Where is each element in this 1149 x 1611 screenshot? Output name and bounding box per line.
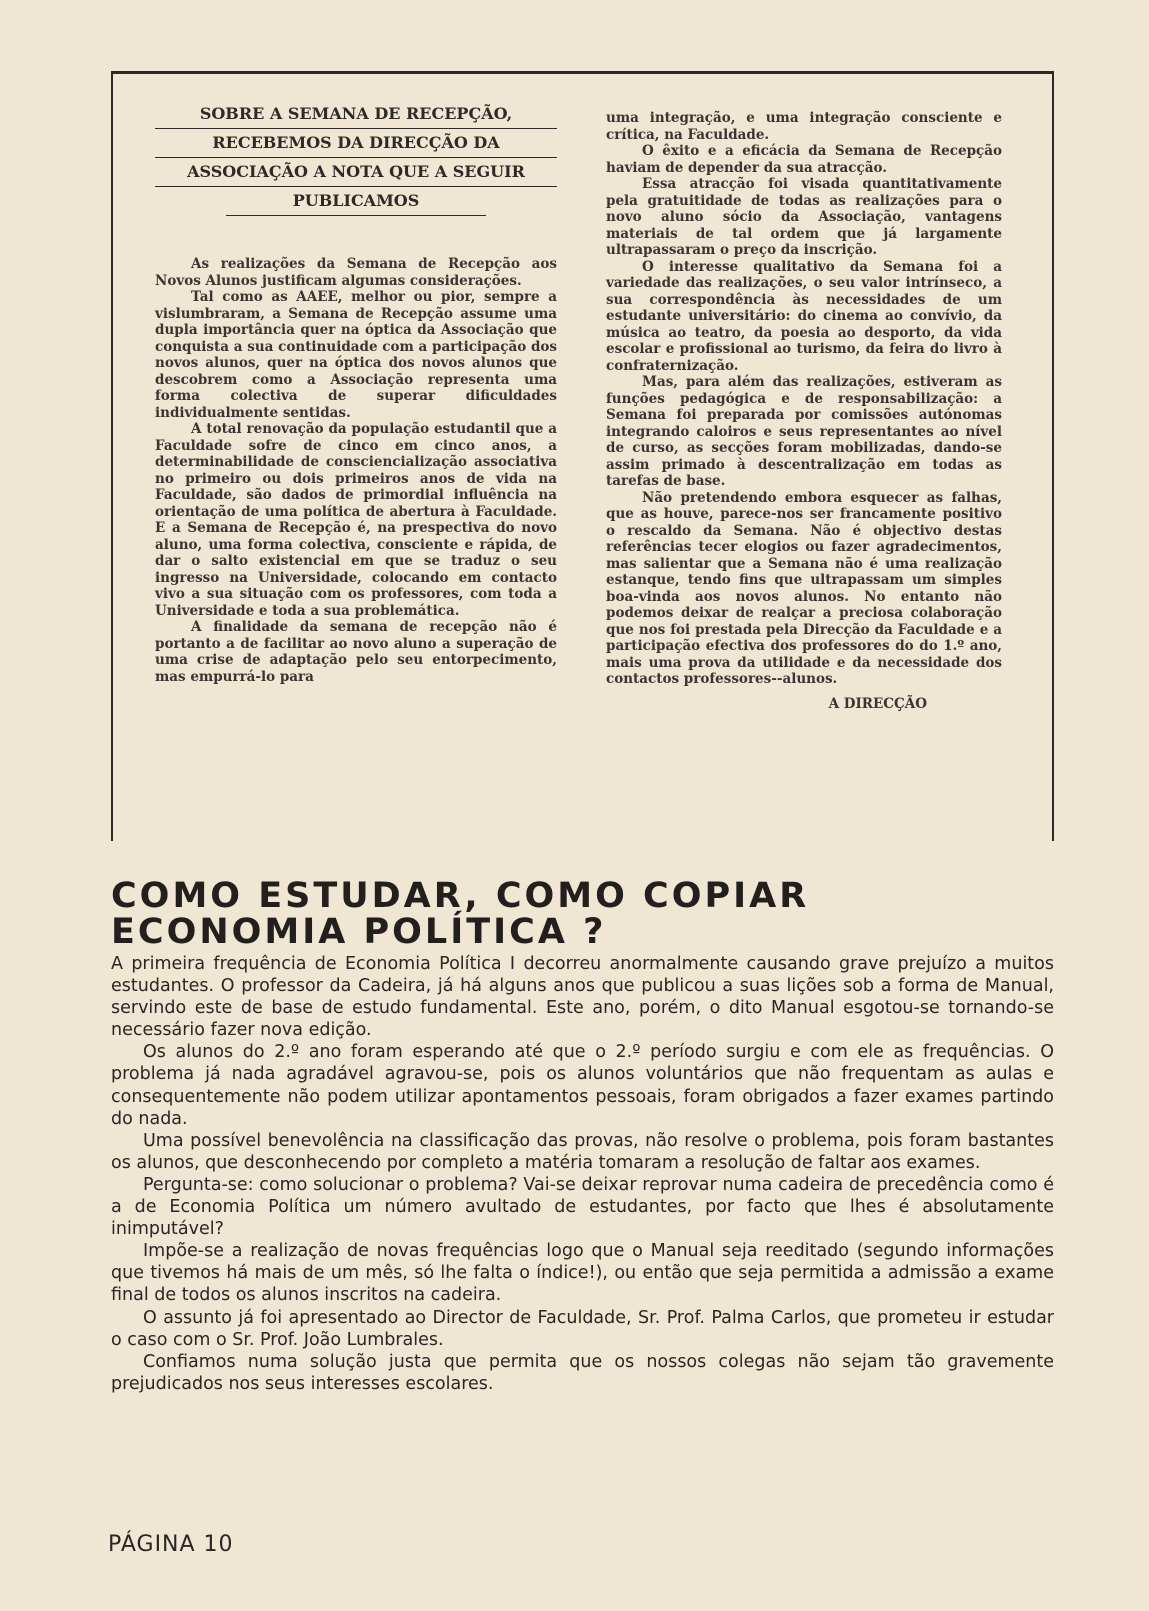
article-paragraph: Os alunos do 2.º ano foram esperando até que o 2.º período surgiu e com ele as frequências. O problema já nada agradável agravou-se, pois os alunos voluntários que não frequentam as aulas e consequentemente não podem utilizar apontamentos pessoais, foram obrigados a fazer exames partindo do nada. [111,1042,1054,1129]
page-number: PÁGINA 10 [108,1532,234,1557]
notice-heading-line: ASSOCIAÇÃO A NOTA QUE A SEGUIR [155,158,557,187]
article-title [111,878,1071,950]
notice-paragraph: A finalidade da semana de recepção não é portanto a de facilitar ao novo aluno a superação de uma crise de adaptação pelo seu entorpecimento, mas empurrá-lo para [155,619,557,685]
notice-paragraph: O interesse qualitativo da Semana foi a variedade das realizações, o seu valor intrínseco, a sua correspondência às necessidades de um estudante universitário: do cinema ao convívio, da música ao teatro, da poesia ao desporto, da vida escolar e profissional ao turismo, da feira do livro à confraternização. [606,258,1002,374]
notice-paragraph: Essa atracção foi visada quantitativamente pela gratuitidade de todas as realizações para o novo aluno sócio da Associação, vantagens materiais de tal ordem que já largamente ultrapassaram o preço da inscrição. [606,176,1002,258]
notice-right-column [606,110,1002,712]
article-title-line: ECONOMIA POLÍTICA ? [111,912,607,952]
article-paragraph: Pergunta-se: como solucionar o problema? Vai-se deixar reprovar numa cadeira de precedência como é a de Economia Política um número avultado de estudantes, por facto que lhes é absolutamente inimputável? [111,1174,1054,1240]
article-body [111,953,1054,1395]
notice-heading-line: PUBLICAMOS [226,187,486,216]
notice-heading-line: SOBRE A SEMANA DE RECEPÇÃO, [155,100,557,129]
notice-paragraph: O êxito e a eficácia da Semana de Recepção haviam de depender da sua atracção. [606,143,1002,176]
notice-box [111,74,1054,841]
article-paragraph: Confiamos numa solução justa que permita que os nossos colegas não sejam tão gravemente prejudicados nos seus interesses escolares. [111,1351,1054,1394]
box-left-border [111,74,113,841]
notice-left-column [155,100,557,685]
article-paragraph: Uma possível benevolência na classificação das provas, não resolve o problema, pois foram bastantes os alunos, que desconhecendo por completo a matéria tomaram a resolução de faltar aos exames. [111,1130,1054,1173]
notice-paragraph: Tal como as AAEE, melhor ou pior, sempre a vislumbraram, a Semana de Recepção assume uma dupla importância quer na óptica da Associação que conquista a sua continuidade com a participação dos novos alunos, quer na óptica dos novos alunos que descobrem como a Associação representa uma forma colectiva de superar dificuldades individualmente sentidas. [155,289,557,421]
notice-paragraph: uma integração, e uma integração consciente e crítica, na Faculdade. [606,110,1002,143]
article-paragraph: Impõe-se a realização de novas frequências logo que o Manual seja reeditado (segundo informações que tivemos há mais de um mês, só lhe falta o índice!), ou então que seja permitida a admissão a exame final de todos os alunos inscritos na cadeira. [111,1241,1054,1306]
box-right-border [1052,74,1054,841]
notice-paragraph: A total renovação da população estudantil que a Faculdade sofre de cinco em cinco anos, a determinabilidade de consciencialização associativa no primeiro ou dois primeiros anos de vida na Faculdade, são dados de primordial influência na orientação de uma política de abertura à Faculdade. E a Semana de Recepção é, na prespectiva do novo aluno, uma forma colectiva, consciente e rápida, de dar o salto existencial em que se traduz o seu ingresso na Universidade, colocando em contacto vivo a sua situação com os professores, com toda a Universidade e toda a sua problemática. [155,421,557,619]
article-paragraph: A primeira frequência de Economia Política I decorreu anormalmente causando grave prejuízo a muitos estudantes. O professor da Cadeira, já há alguns anos que publicou a suas lições sob a forma de Manual, servindo este de base de estudo fundamental. Este ano, porém, o dito Manual esgotou-se tornando-se necessário fazer nova edição. [111,954,1054,1041]
notice-heading-line: RECEBEMOS DA DIRECÇÃO DA [155,129,557,158]
notice-paragraph: As realizações da Semana de Recepção aos Novos Alunos justificam algumas considerações. [155,256,557,289]
notice-signature: A DIRECÇÃO [828,695,927,712]
notice-paragraph: Mas, para além das realizações, estiveram as funções pedagógica e de responsabilização: a Semana foi preparada por comissões autónomas integrando caloiros e seus representantes ao nível de curso, as secções foram mobilizadas, dando-se assim primado à descentralização em todas as tarefas de base. [606,374,1002,489]
article-title-line: COMO ESTUDAR, COMO COPIAR [111,876,810,916]
article-paragraph: O assunto já foi apresentado ao Director de Faculdade, Sr. Prof. Palma Carlos, que prometeu ir estudar o caso com o Sr. Prof. João Lumbrales. [111,1307,1054,1350]
notice-paragraph: Não pretendendo embora esquecer as falhas, que as houve, parece-nos ser francamente positivo o rescaldo da Semana. Não é objectivo destas referências tecer elogios ou fazer agradecimentos, mas salientar que a Semana não é uma realização estanque, tendo fins que ultrapassam um simples boa-vinda aos novos alunos. No entanto não podemos deixar de realçar a preciosa colaboração que nos foi prestada pela Direcção da Faculdade e a participação efectiva dos professores do do 1.º ano, mais uma prova da utilidade e da necessidade dos contactos professores--alunos. [606,489,1002,687]
